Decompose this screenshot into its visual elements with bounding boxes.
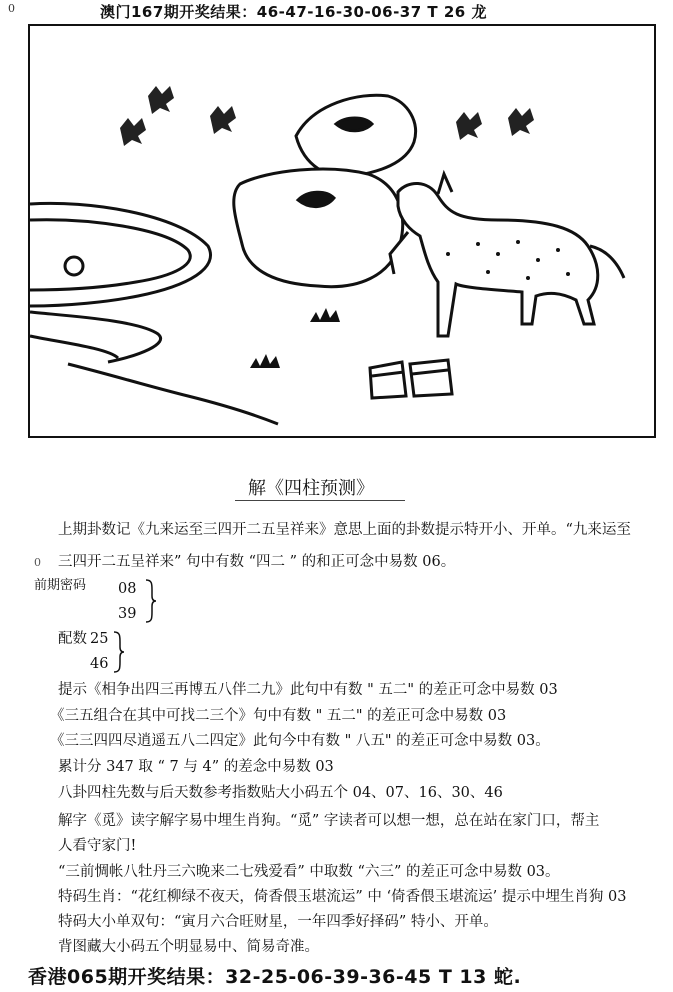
text-line: 《三五组合在其中可找二三个》句中有数 " 五二" 的差正可念中易数 03 [50, 708, 507, 724]
side-marker: 0 [34, 556, 41, 569]
text-line: 八卦四柱先数与后天数参考指数贴大小码五个 04、07、16、30、46 [58, 785, 503, 801]
illustration-donkey-scene [28, 24, 656, 438]
paragraph1-line1: 上期卦数记《九来运至三四开二五呈祥来》意思上面的卦数提示特开小、开单。“九来运至 [58, 522, 631, 538]
article-heading: 解《四柱预测》 [248, 478, 374, 499]
brace-icon [112, 630, 126, 674]
header-marker: 0 [8, 2, 15, 15]
pair-label: 配数 [58, 631, 87, 647]
text-line: 人看守家门! [58, 838, 137, 854]
brace-icon [144, 578, 158, 624]
text-line: 特码大小单双句：“寅月六合旺财星，一年四季好择码” 特小、开单。 [58, 914, 498, 930]
header-title: 澳门167期开奖结果：46-47-16-30-06-37 T 26 龙 [100, 3, 487, 21]
heading-rule [235, 500, 405, 501]
pair-value-2: 46 [90, 656, 109, 672]
pair-value-1: 25 [90, 631, 109, 647]
code-value-2: 39 [118, 606, 137, 622]
text-line: 背图藏大小码五个明显易中、简易奇准。 [58, 939, 319, 955]
code-label: 前期密码 [34, 578, 87, 593]
text-line: 《三三四四尽逍遥五八二四定》此句今中有数 " 八五" 的差正可念中易数 03。 [50, 733, 550, 749]
header [0, 0, 673, 22]
ball-illustration [65, 257, 83, 275]
text-line: 提示《相争出四三再博五八伴二九》此句中有数 " 五二" 的差正可念中易数 03 [58, 682, 558, 698]
text-line: 特码生肖：“花红柳绿不夜天，倚香偎玉堪流运” 中 ‘倚香偎玉堪流运’ 提示中埋生肖狗 03 [58, 889, 627, 905]
code-value-1: 08 [118, 581, 137, 597]
footer-title: 香港065期开奖结果：32-25-06-39-36-45 T 13 蛇. [28, 966, 522, 988]
text-line: 累计分 347 取 “ 7 与 4” 的差念中易数 03 [58, 759, 334, 775]
text-line: 解字《觅》读字解字易中埋生肖狗。“觅” 字读者可以想一想，总在站在家门口，帮主 [58, 813, 600, 829]
paragraph1-line2: 三四开二五呈祥来” 句中有数 “四二 ” 的和正可念中易数 06。 [58, 554, 456, 570]
text-line: “三前惆帐八牡丹三六晚来二七残爱看” 中取数 “六三” 的差正可念中易数 03。 [58, 864, 560, 880]
